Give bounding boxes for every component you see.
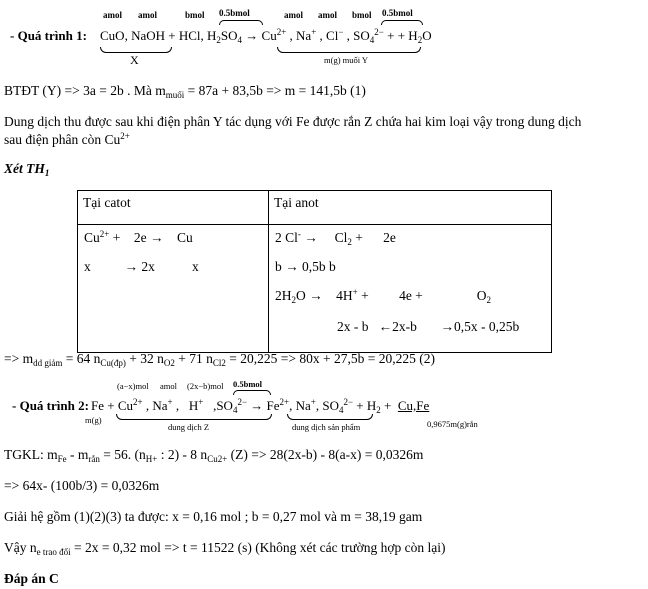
header-cathode: Tại catot [83, 195, 131, 210]
anode-amounts-2: 2x - b ←2x-b →0,5x - 0,25b [337, 319, 520, 334]
solve-line: Giải hệ gồm (1)(2)(3) ta được: x = 0,16 mol ; b = 0,27 mol và m = 38,19 gam [4, 509, 423, 524]
paragraph-1: Dung dịch thu được sau khi điện phân Y tác dụng với Fe được rắn Z chứa hai kim loại vậy trong dung dịch [4, 114, 582, 129]
anode-amounts-1: b → 0,5b b [275, 259, 336, 274]
p2-mran: 0,9675m(g)rắn [427, 419, 478, 429]
anode-eq-1: 2 Cl- → $Cl_2$ + 2e [275, 229, 396, 247]
p2-dd-sp: dung dịch sản phẩm [292, 422, 361, 432]
p2-mg: m(g) [85, 415, 102, 425]
p1-top-b1: bmol [185, 10, 205, 20]
p2-label: - Quá trình 2: [12, 398, 89, 413]
p1-top-a2: amol [138, 10, 157, 20]
p2-dd-z: dung dịch Z [168, 422, 210, 432]
p1-top-b2: 0.5bmol [219, 8, 250, 18]
btdt-line: BTĐT (Y) => 3a = 2b . Mà $m_{muối} = 87a + 83,5b => m = 141,5b$ (1) [4, 83, 366, 100]
time-line: Vậy $n_{e trao đổi} = 2x = 0,32$ mol => t = 11522 (s) (Không xét các trường hợp còn lại) [4, 540, 446, 557]
p2-top-t4: 0.5bmol [233, 379, 263, 389]
eq-2: => $m_{dd giảm} = 64$ $n_{Cu(đp)} + 32$ $n_{O2} + 71$ $n_{Cl2} = 20,225 => 80x + 27,5b = 20,225$ (2) [4, 351, 435, 368]
header-anode: Tại anot [274, 195, 319, 210]
case-title: Xét $TH_1$ [4, 161, 50, 178]
p1-y-label: m(g) muối Y [324, 55, 369, 65]
answer: Đáp án C [4, 571, 59, 586]
p2-top-t1: (a−x)mol [117, 381, 149, 391]
cathode-eq: $Cu^{2+}$ + 2e → Cu [84, 229, 193, 245]
p2-equation: $Fe + Cu^{2+}$ , Na+ , H+ $,SO_4^{2-} \to Fe^{2+}$, Na+, $SO_4^{2-} + H_2 + Cu,Fe$ [91, 397, 430, 415]
p1-label: - Quá trình 1: [10, 28, 87, 43]
p1-top-a1: amol [103, 10, 122, 20]
p1-equation: CuO, NaOH + HCl, $H_2SO_4 \to Cu^{2+}$ , Na+ , Cl− , $SO_4^{2-}$ + + $H_2O$ [100, 27, 432, 45]
eq-3: => 64x- (100b/3) = 0,0326m [4, 478, 160, 493]
paragraph-2: sau điện phân còn $Cu^{2+}$ [4, 131, 130, 147]
tgkl-line: TGKL: $m_{Fe} - m_{rắn} = 56$. ($n_{H+}$ : 2) - 8 $n_{Cu2+}$ (Z) => 28(2x-b) - 8(a-x) = 0,0326m [4, 447, 424, 464]
p2-top-t2: amol [160, 381, 177, 391]
p1-x-label: X [130, 53, 139, 67]
p1-top-p4: 0.5bmol [382, 8, 413, 18]
p1-top-p1: amol [284, 10, 303, 20]
p1-top-p2: amol [318, 10, 337, 20]
p1-top-p3: bmol [352, 10, 372, 20]
anode-eq-2: $2H_2O$ → 4H+ + 4e + $O_2$ [275, 287, 492, 305]
cathode-amounts: x → 2x x [84, 259, 199, 274]
electrolysis-table [77, 190, 552, 353]
p2-top-t3: (2x−b)mol [187, 381, 224, 391]
